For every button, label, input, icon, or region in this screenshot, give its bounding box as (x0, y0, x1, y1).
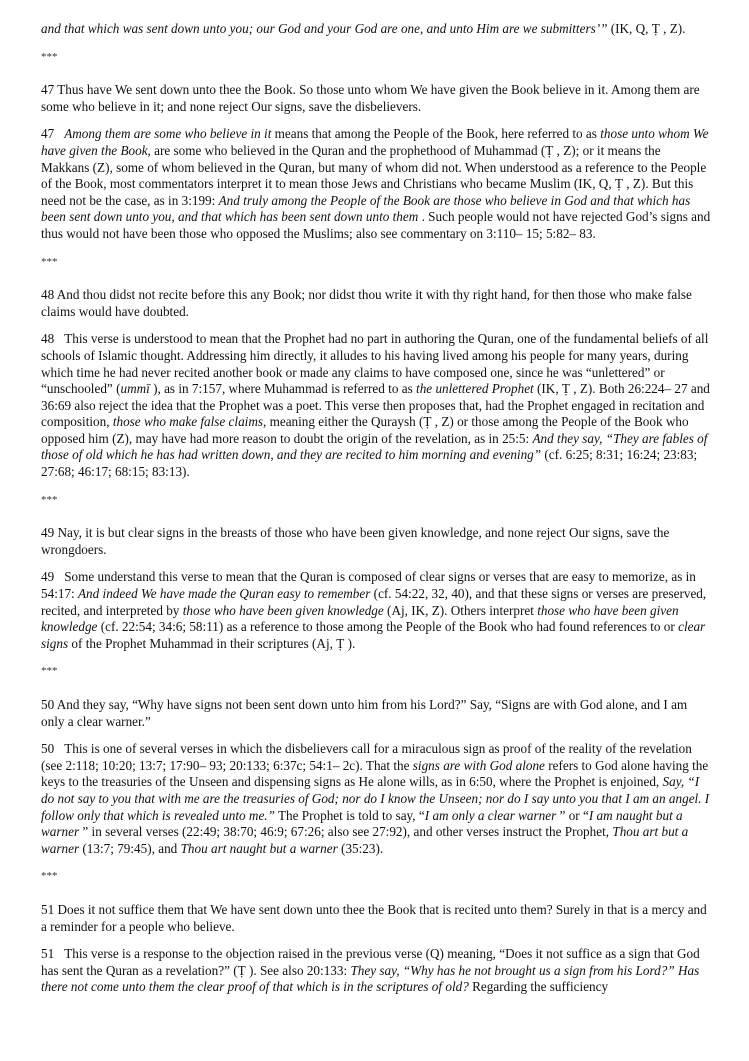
body-text: (35:23). (337, 840, 384, 856)
commentary-number: 47 (41, 126, 55, 142)
body-text: 49 Nay, it is but clear signs in the breasts of those who have been given knowledge, and none reject Our signs, save the wrongdoers. (41, 525, 670, 557)
quoted-text: And truly among the People of the Book are those who believe in God and that which has been sent down unto you, and that which has been sent down unto them (41, 192, 691, 225)
section-separator: *** (41, 665, 58, 678)
commentary-paragraph (41, 21, 711, 38)
commentary-number: 51 (41, 946, 55, 962)
verse-paragraph (41, 82, 711, 115)
body-text: Some understand this verse to mean that the Quran is composed of clear signs or verses that are easy to memorize, as in 54:17: (41, 569, 696, 602)
commentary-number: 50 (41, 741, 55, 757)
quoted-text: ummī (120, 381, 150, 397)
quoted-text: the unlettered Prophet (416, 381, 534, 397)
body-text: This verse is understood to mean that the Prophet had no part in authoring the Quran, one of the fundamental beliefs of all schools of Islamic thought. Addressing him directly, it alludes to his having lived among his people for many years, during which time he had never recited another book or made any claims to have composed one, since he was “unlettered” or “unschooled” ( (41, 331, 709, 397)
body-text: refers to God alone having the keys to the treasuries of the Unseen and dispensing signs as He alone wills, as in 6:50, where the Prophet is enjoined, (41, 757, 709, 790)
quoted-text: I am naught but a warner (41, 807, 683, 840)
verse-paragraph (41, 287, 711, 320)
body-text: This is one of several verses in which the disbelievers call for a miraculous sign as proof of the reality of the revelation (see 2:118; 10:20; 13:7; 17:90– 93; 20:133; 6:37c; 54:1– 2c). That the (41, 741, 692, 773)
commentary-paragraph (41, 946, 711, 996)
body-text: 51 Does it not suffice them that We have sent down unto thee the Book that is recited unto them? Surely in that is a mercy and a reminder for a people who believe. (41, 901, 707, 934)
quoted-text: Say, “I do not say to you that with me are the treasuries of God; nor do I know the Unseen; nor do I say unto you that I am an angel. I follow only that which is revealed unto me.” (41, 774, 710, 823)
body-text: 47 Thus have We sent down unto thee the Book. So those unto whom We have given the Book believe in it. Among them are some who believe in it; and none reject Our signs, save the disbelievers. (41, 82, 700, 114)
body-text: (Aj, IK, Z). Others interpret (383, 602, 538, 618)
verse-paragraph (41, 525, 711, 558)
body-text: (cf. 6:25; 8:31; 16:24; 23:83; 27:68; 46:17; 68:15; 83:13). (41, 447, 698, 480)
quoted-text: clear signs (41, 619, 706, 651)
commentary-paragraph (41, 741, 711, 857)
body-text: 50 And they say, “Why have signs not been sent down unto him from his Lord?” Say, “Signs are with God alone, and I am only a clear warner.” (41, 697, 688, 729)
verse-paragraph (41, 697, 711, 730)
quoted-text: those who make false claims, (112, 414, 267, 430)
body-text: (cf. 22:54; 34:6; 58:11) as a reference to those among the People of the Book who had found references to or (97, 619, 679, 635)
body-text: . Such people would not have rejected God’s signs and thus would not have been those who opposed the Muslims; also see commentary on 3:110– 15; 5:82– 83. (41, 209, 711, 241)
body-text: (13:7; 79:45), and (79, 840, 181, 856)
body-text: meaning either the Quraysh (Ṭ , Z) or those among the People of the Book who opposed him (Z), may have had more reason to doubt the origin of the revelation, as in 25:5: (41, 414, 689, 446)
quoted-text: those unto whom We have given the Book, (41, 126, 709, 158)
commentary-paragraph (41, 569, 711, 652)
commentary-paragraph (41, 126, 711, 242)
body-text: (IK, Ṭ , Z). Both 26:224– 27 and 36:69 also reject the idea that the Prophet was a poet. This verse then proposes that, had the Prophet engaged in recitation and composition, (41, 381, 710, 430)
quoted-text: They say, “Why has he not brought us a sign from his Lord?” Has there not come unto them the clear proof of that which is in the scriptures of old? (41, 962, 700, 995)
body-text: The Prophet is told to say, “ (274, 807, 425, 823)
body-text: ), as in 7:157, where Muhammad is referred to as (149, 381, 417, 397)
quoted-text: and that which was sent down unto you; our God and your God are one, and unto Him are we submitters’” (41, 21, 608, 36)
quoted-text: signs are with God alone (412, 757, 545, 773)
quoted-text: those who have been given knowledge (41, 602, 679, 635)
body-text: are some who believed in the Quran and the prophethood of Muhammad (Ṭ , Z); or it means the Makkans (Z), some of whom believed in the Quran, but many of whom did not. When understood as a reference to the People of the Book, most commentators interpret it to mean those Jews and Christians who became Muslim (IK, Q, Ṭ , Z). But this need not be the case, as in 3:199: (41, 142, 707, 208)
body-text: Regarding the sufficiency (468, 979, 609, 995)
quoted-text: those who have been given knowledge (182, 602, 384, 618)
commentary-number: 48 (41, 331, 55, 347)
section-separator: *** (41, 50, 58, 63)
body-text: 48 And thou didst not recite before this any Book; nor didst thou write it with thy right hand, for then those who make false claims would have doubted. (41, 287, 692, 319)
commentary-number: 49 (41, 569, 55, 585)
section-separator: *** (41, 493, 58, 506)
body-text: (cf. 54:22, 32, 40), and that these signs or verses are preserved, recited, and interpreted by (41, 586, 707, 618)
verse-paragraph (41, 902, 711, 935)
body-text: ” or “ (556, 807, 589, 823)
document-page (41, 21, 711, 1007)
section-separator: *** (41, 255, 58, 268)
section-separator: *** (41, 870, 58, 883)
commentary-paragraph (41, 331, 711, 480)
quoted-text: And indeed We have made the Quran easy to remember (78, 586, 371, 602)
body-text: This verse is a response to the objection raised in the previous verse (Q) meaning, “Does it not suffice as a sign that God has sent the Quran as a revelation?” (Ṭ ). See also 20:133: (41, 946, 700, 978)
body-text: of the Prophet Muhammad in their scriptures (Aj, Ṭ ). (68, 635, 356, 651)
body-text: means that among the People of the Book, here referred to as (271, 126, 601, 142)
quoted-text: I am only a clear warner (424, 807, 557, 823)
body-text: ” in several verses (22:49; 38:70; 46:9; 67:26; also see 27:92), and other verses instruct the Prophet, (79, 824, 613, 840)
quoted-text: Among them are some who believe in it (64, 126, 272, 142)
quoted-text: Thou art but a warner (41, 824, 689, 856)
body-text: (IK, Q, Ṭ , Z). (607, 21, 686, 36)
quoted-text: And they say, “They are fables of those of old which he has had written down, and they are recited to him morning and evening” (41, 430, 708, 463)
quoted-text: Thou art naught but a warner (180, 840, 338, 856)
